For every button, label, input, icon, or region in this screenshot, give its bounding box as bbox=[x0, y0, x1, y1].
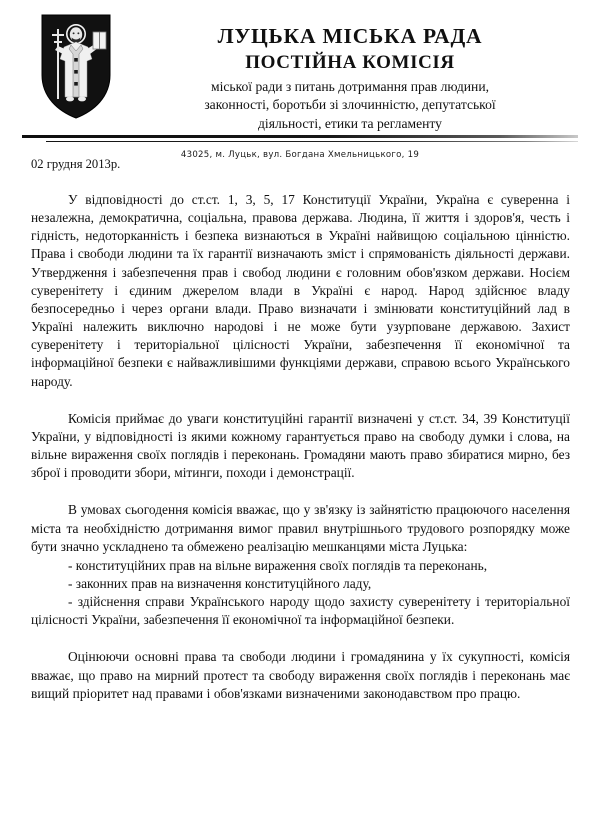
list-item: - конституційних прав на вільне вираження своїх поглядів та переконань, bbox=[68, 557, 488, 573]
organization-subtitle bbox=[118, 78, 582, 133]
letterhead-text bbox=[118, 24, 582, 133]
document-date: 02 грудня 2013р. bbox=[31, 157, 121, 171]
list-item: - законних прав на визначення конституційного ладу, bbox=[68, 575, 372, 591]
paragraph-current-conditions: В умовах сьогодення комісія вважає, що у зв'язку із зайнятістю працюючого населення міста та необхідністю дотримання вимог правил внутрішнього трудового розпорядку може бути значно ускладнено та обмежено реалізацію мешканцями міста Луцька: bbox=[31, 502, 570, 554]
organization-subtitle-line-1: міської ради з питань дотримання прав людини, bbox=[210, 78, 489, 94]
paragraph-freedom-guarantees: Комісія приймає до уваги конституційні гарантії визначені у ст.ст. 34, 39 Конституції України, у відповідності із якими кожному гарантується право на свободу думки і слова, на вільне вираження своїх поглядів і переконань. Громадяни мають право збиратися мирно, без зброї і проводити збори, мітинги, походи і демонстрації. bbox=[31, 410, 570, 481]
letterhead bbox=[0, 0, 600, 160]
organization-address: 43025, м. Луцьк, вул. Богдана Хмельницького, 19 bbox=[180, 149, 420, 160]
organization-subtitle-line-3: діяльності, етики та регламенту bbox=[258, 115, 442, 131]
restricted-rights-list bbox=[31, 556, 570, 630]
divider-rule-thin bbox=[46, 141, 578, 142]
list-item: - здійснення справи Українського народу щодо захисту суверенітету і територіальної цілісності України, забезпечення її економічної та інформаційної безпеки. bbox=[31, 594, 570, 628]
paragraph-conclusion: Оцінюючи основні права та свободи людини і громадянина у їх сукупності, комісія вважає, що право на мирний протест та свободу вираження своїх поглядів і переконань має вищий пріоритет над правами і обов'язками визначеними законодавством про працю. bbox=[31, 649, 570, 701]
organization-subtitle-line-2: законності, боротьби зі злочинністю, депутатської bbox=[204, 97, 496, 113]
letterhead-divider bbox=[22, 135, 578, 148]
organization-title-secondary: ПОСТІЙНА КОМІСІЯ bbox=[245, 51, 455, 73]
lutsk-coat-of-arms-icon bbox=[40, 13, 112, 120]
organization-title-primary: ЛУЦЬКА МІСЬКА РАДА bbox=[217, 24, 483, 48]
document-body bbox=[31, 157, 570, 703]
divider-rule-thick bbox=[22, 135, 578, 138]
paragraph-constitution-articles: У відповідності до ст.ст. 1, 3, 5, 17 Конституції України, Україна є суверенна і незалежна, демократична, соціальна, правова держава. Людина, її життя і здоров'я, честь і гідність, недоторканність і безпека визнаються в Україні найвищою соціальною цінністю. Права і свободи людини та їх гарантії визначають зміст і спрямованість діяльності держави. Утвердження і забезпечення прав і свобод людини є головним обов'язком держави. Носієм суверенітету і єдиним джерелом влади в Україні є народ. Народ здійснює владу безпосередньо і через органи влади. Право визначати і змінювати конституційний лад в Україні належить виключно народові і не може бути узурповане державою. Захист суверенітету і територіальної цілісності України, забезпечення її економічної та інформаційної безпеки є найважливішими функціями держави, справою всього Українського народу. bbox=[31, 192, 570, 389]
